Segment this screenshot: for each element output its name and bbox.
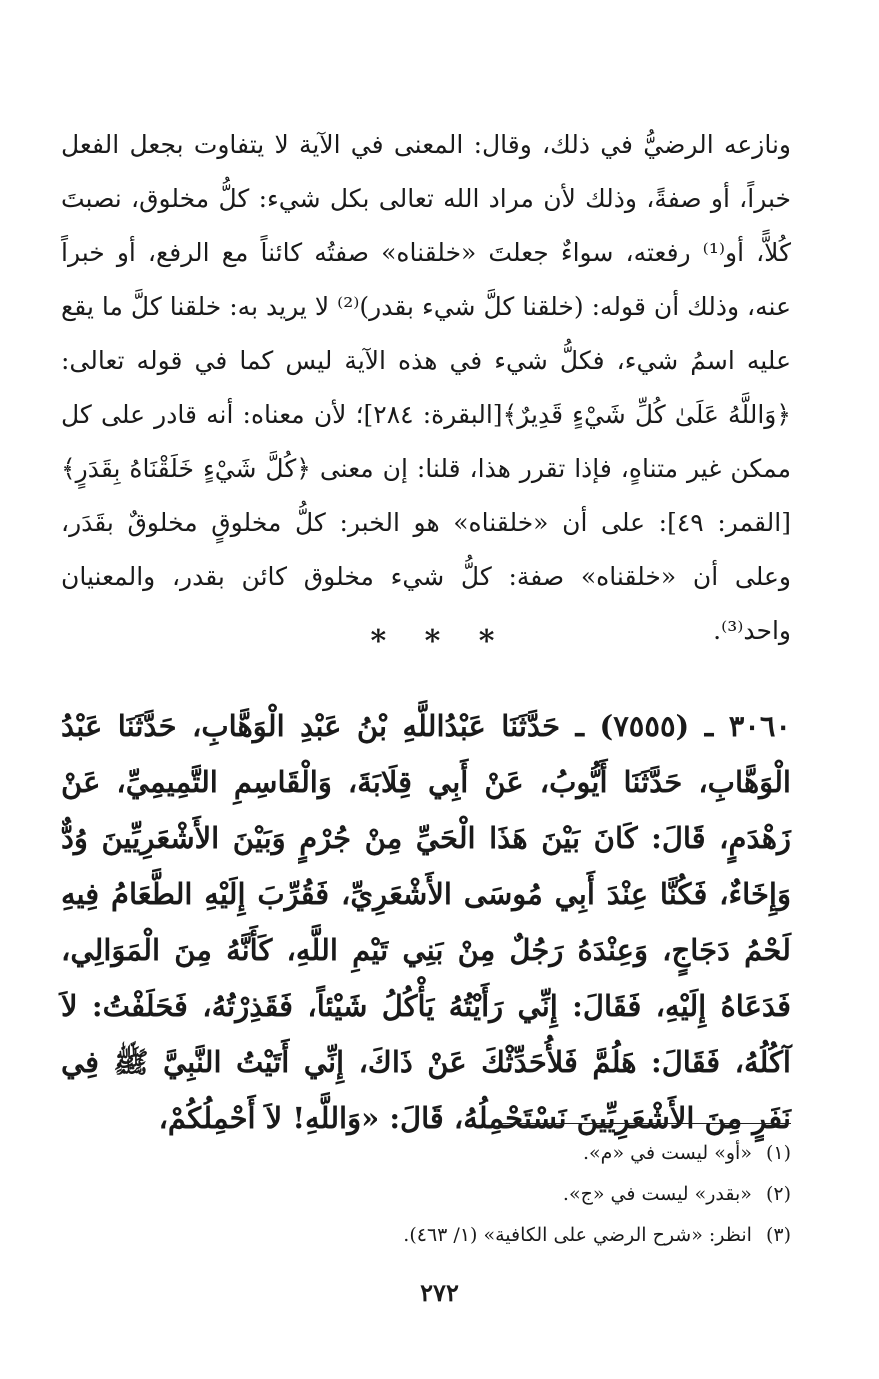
footnote-number: (١) [765, 1142, 791, 1164]
footnote-item [61, 1133, 791, 1174]
footnote-number: (٢) [765, 1183, 791, 1205]
footnote-text: انظر: «شرح الرضي على الكافية» (١/ ٤٦٣). [403, 1224, 752, 1246]
footnotes [61, 1133, 791, 1256]
footnote-text: «أو» ليست في «م». [583, 1142, 752, 1164]
footnote-text: «بقدر» ليست في «ج». [562, 1183, 752, 1205]
footnote-separator [501, 1123, 791, 1124]
section-divider: * * * [370, 624, 509, 659]
page-number: ٢٧٢ [420, 1278, 459, 1307]
footnote-number: (٣) [765, 1224, 791, 1246]
hadith-paragraph: ٣٠٦٠ ـ (٧٥٥٥) ـ حَدَّثَنَا عَبْدُاللَّهِ بْنُ عَبْدِ الْوَهَّابِ، حَدَّثَنَا عَبْدُ الْوَهَّابِ، حَدَّثَنَا أَيُّوبُ، عَنْ أَبِي قِلَابَةَ، وَالْقَاسِمِ التَّمِيمِيِّ، عَنْ زَهْدَمٍ، قَالَ: كَانَ بَيْنَ هَذَا الْحَيِّ مِنْ جُرْمٍ وَبَيْنَ الأَشْعَرِيِّينَ وُدٌّ وَإِخَاءٌ، فَكُنَّا عِنْدَ أَبِي مُوسَى الأَشْعَرِيِّ، فَقُرِّبَ إِلَيْهِ الطَّعَامُ فِيهِ لَحْمُ دَجَاجٍ، وَعِنْدَهُ رَجُلٌ مِنْ بَنِي تَيْمِ اللَّهِ، كَأَنَّهُ مِنَ الْمَوَالِي، فَدَعَاهُ إِلَيْهِ، فَقَالَ: إِنِّي رَأَيْتُهُ يَأْكُلُ شَيْئاً، فَقَذِرْتُهُ، فَحَلَفْتُ: لاَ آكُلُهُ، فَقَالَ: هَلُمَّ فَلأُحَدِّثْكَ عَنْ ذَاكَ، إِنِّي أَتَيْتُ النَّبِيَّ ﷺ فِي نَفَرٍ مِنَ الأَشْعَرِيِّينَ نَسْتَحْمِلُهُ، قَالَ: «وَاللَّهِ! لاَ أَحْمِلُكُمْ، [61, 709, 791, 1135]
footnote-item [61, 1215, 791, 1256]
footnote-item [61, 1174, 791, 1215]
commentary-paragraph: ونازعه الرضيُّ في ذلك، وقال: المعنى في الآية لا يتفاوت بجعل الفعل خبراً، أو صفةً، وذلك لأن مراد الله تعالى بكل شيء: كلُّ مخلوق، نصبتَ كُلاًّ، أو⁽¹⁾ رفعته، سواءٌ جعلتَ «خلقناه» صفتُه كائناً مع الرفع، أو خبراً عنه، وذلك أن قوله: (خلقنا كلَّ شيء بقدر)⁽²⁾ لا يريد به: خلقنا كلَّ ما يقع عليه اسمُ شيء، فكلُّ شيء في هذه الآية ليس كما في قوله تعالى: ﴿وَاللَّهُ عَلَىٰ كُلِّ شَيْءٍ قَدِيرٌ﴾[البقرة: ٢٨٤]؛ لأن معناه: أنه قادر على كل ممكن غير متناهٍ، فإذا تقرر هذا، قلنا: إن معنى ﴿كُلَّ شَيْءٍ خَلَقْنَاهُ بِقَدَرٍ﴾[القمر: ٤٩]: على أن «خلقناه» هو الخبر: كلُّ مخلوقٍ مخلوقٌ بقَدَر، وعلى أن «خلقناه» صفة: كلُّ شيء مخلوق كائن بقدر، والمعنيان واحد⁽³⁾. [61, 130, 792, 645]
